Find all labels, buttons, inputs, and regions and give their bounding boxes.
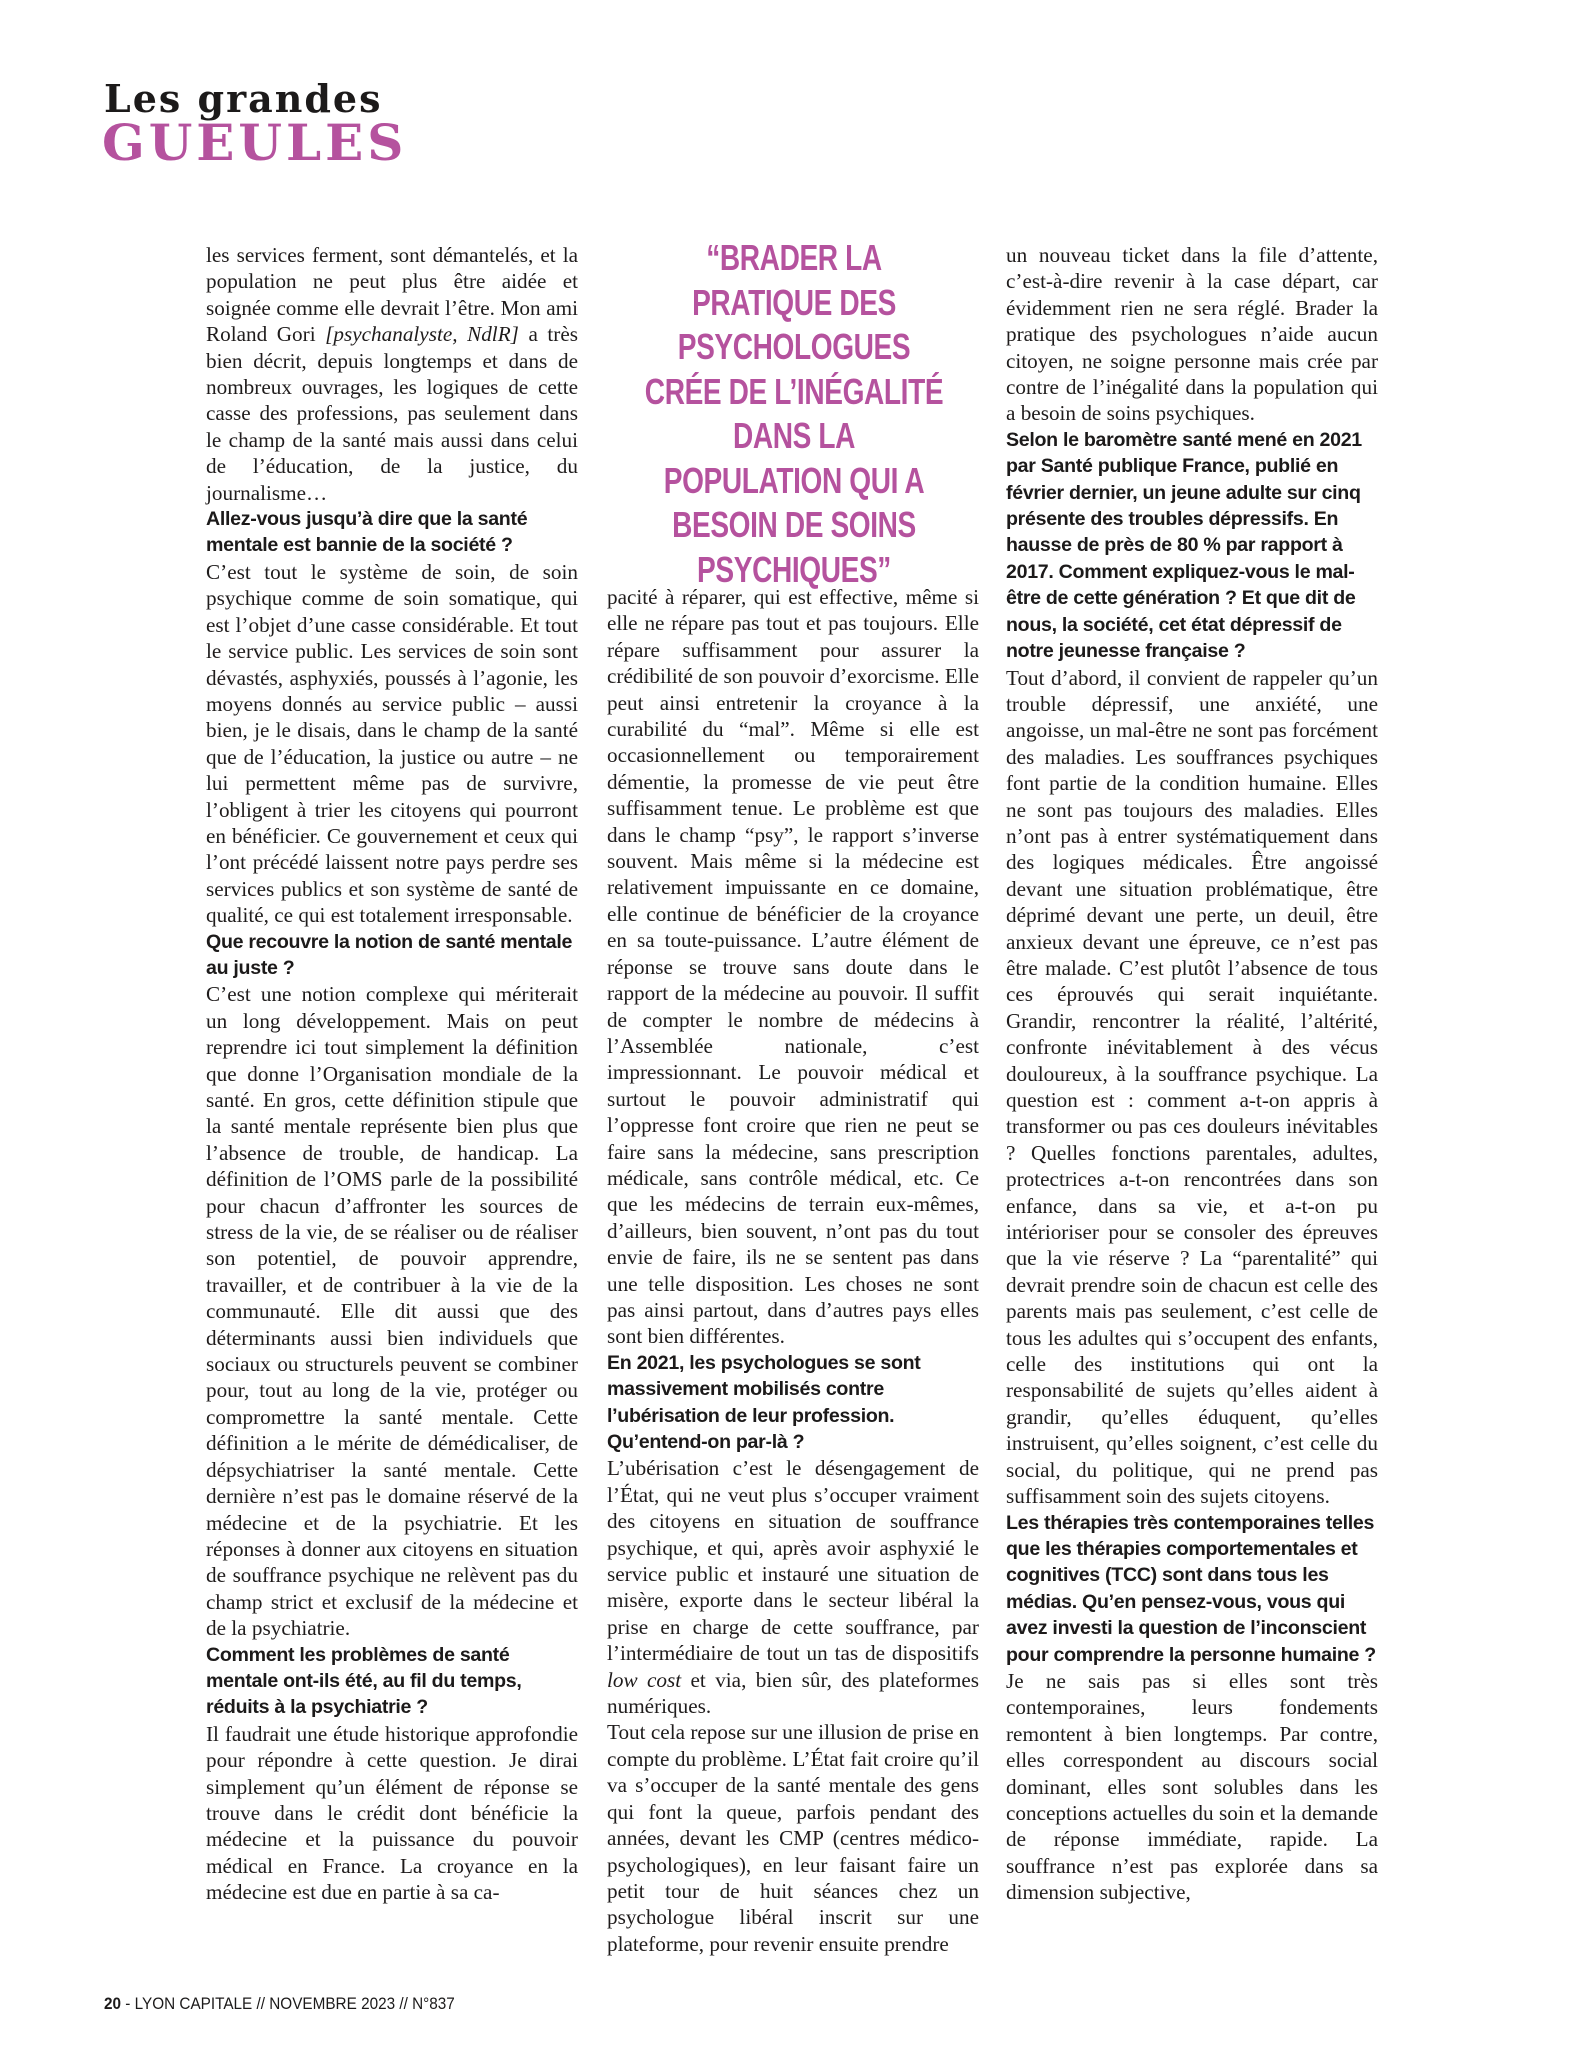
italic-term: low cost xyxy=(607,1667,682,1692)
pull-quote: “BRADER LA PRATIQUE DES PSYCHOLOGUES CRÉE DE L’INÉGALITÉ DANS LA POPULATION QUI A BESOIN DE SOINS PSYCHIQUES” xyxy=(644,237,944,590)
section-title: GUEULES xyxy=(102,113,408,172)
section-kicker-text: Les grandes xyxy=(104,76,383,121)
interview-answer: Tout cela repose sur une illusion de prise en compte du problème. L’État fait croire qu’il va s’occuper de la santé mentale des gens qui font la queue, parfois pendant des années, devant les CMP (centres médico-psychologiques), en leur faisant faire un petit tour de huit séances chez un psychologue libéral inscrit sur une plateforme, pour revenir ensuite prendre xyxy=(607,1720,979,1956)
interview-question: Allez-vous jusqu’à dire que la santé mentale est bannie de la société ? xyxy=(206,508,528,557)
article-column-1 xyxy=(206,242,578,1906)
interview-question: Comment les problèmes de santé mentale ont-ils été, au fil du temps, réduits à la psychiatrie ? xyxy=(206,1643,522,1719)
interview-question: En 2021, les psychologues se sont massivement mobilisés contre l’ubérisation de leur profession. Qu’entend-on par-là ? xyxy=(607,1351,921,1453)
interview-answer: Je ne sais pas si elles sont très contemporaines, leurs fondements remontent à bien longtemps. Par contre, elles correspondent au discours social dominant, elles sont solubles dans les conceptions actuelles du soin et la demande de réponse immédiate, rapide. La souffrance n’est pas explorée dans sa dimension subjective, xyxy=(1006,1668,1378,1905)
footer-publication: - LYON CAPITALE // NOVEMBRE 2023 // N°837 xyxy=(121,1994,455,2013)
body-text: L’ubérisation c’est le désengagement de l’État, qui ne veut plus s’occuper vraiment des citoyens en situation de souffrance psychique, et qui, après avoir asphyxié le service public et instauré une situation de misère, exporte dans le secteur libéral la prise en charge de cette souffrance, par l’intermédiaire de tout un tas de dispositifs xyxy=(607,1456,979,1666)
body-paragraph xyxy=(206,242,578,506)
body-text: les services ferment, sont démantelés, et la population ne peut plus être aidée et soignée comme elle devrait l’être. Mon ami Roland Gori xyxy=(206,243,578,347)
article-column-2 xyxy=(607,584,979,1957)
interview-question: Les thérapies très contemporaines telles que les thérapies comportementales et cognitives (TCC) sont dans tous les médias. Qu’en pensez-vous, vous qui avez investi la question de l’inconscient pour comprendre la personne humaine ? xyxy=(1006,1511,1376,1666)
interview-answer: pacité à réparer, qui est effective, même si elle ne répare pas tout et pas toujours. Elle répare suffisamment pour assurer la crédibilité de son pouvoir d’exorcisme. Elle peut ainsi entretenir la croyance à la curabilité du “mal”. Même si elle est occasionnellement ou temporairement démentie, la promesse de vie peut être suffisamment tenue. Le problème est que dans le champ “psy”, le rapport s’inverse souvent. Mais même si la médecine est relativement impuissante en ce domaine, elle continue de bénéficier de la croyance en sa toute-puissance. L’autre élément de réponse se trouve sans doute dans le rapport de la médecine au pouvoir. Il suffit de compter le nombre de médecins à l’Assemblée nationale, c’est impressionnant. Le pouvoir médical et surtout le pouvoir administratif qui l’oppresse font croire que rien ne peut se faire sans la médecine, sans prescription médicale, sans contrôle médical, etc. Ce que les médecins de terrain eux-mêmes, d’ailleurs, bien souvent, n’ont pas du tout envie de faire, ils ne se sentent pas dans une telle disposition. Les choses ne sont pas ainsi partout, dans d’autres pays elles sont bien différentes. xyxy=(607,585,979,1349)
body-text: a très bien décrit, depuis longtemps et dans de nombreux ouvrages, les logiques de cette casse des professions, pas seulement dans le champ de la santé mais aussi dans celui de l’éducation, de la justice, du journalisme… xyxy=(206,322,578,505)
interview-answer: Il faudrait une étude historique approfondie pour répondre à cette question. Je dirai simplement qu’un élément de réponse se trouve dans le crédit dont bénéficie la médecine et la puissance du pouvoir médical en France. La croyance en la médecine est due en partie à sa ca- xyxy=(206,1721,578,1905)
body-text: et via, bien sûr, des plateformes numériques. xyxy=(607,1667,980,1719)
page-footer xyxy=(104,1994,455,2014)
editor-note: [psychanalyste, NdlR] xyxy=(325,322,519,347)
interview-answer: Tout d’abord, il convient de rappeler qu’un trouble dépressif, une anxiété, une angoisse, un mal-être ne sont pas forcément des maladies. Les souffrances psychiques font partie de la condition humaine. Elles ne sont pas toujours des maladies. Elles n’ont pas à entrer systématiquement dans des logiques médicales. Être angoissé devant une situation problématique, être déprimé devant une perte, un deuil, être anxieux devant une épreuve, ce n’est pas être malade. C’est plutôt l’absence de tous ces éprouvés qui serait inquiétante. Grandir, rencontrer la réalité, l’altérité, confronte inévitablement à des vécus douloureux, à la souffrance psychique. La question est : comment a-t-on appris à transformer ou pas ces douleurs inévitables ? Quelles fonctions parentales, adultes, protectrices a-t-on rencontrées dans son enfance, dans sa vie, et a-t-on pu intérioriser pour se consoler des épreuves que la vie réserve ? La “parentalité” qui devrait prendre soin de chacun est celle des parents mais pas seulement, c’est celle de tous les adultes qui s’occupent des enfants, celle des institutions qui ont la responsabilité de sujets qu’elles aident à grandir, qu’elles éduquent, qu’elles instruisent, qu’elles soignent, c’est celle du social, du politique, qui ne prend pas suffisamment soin des sujets citoyens. xyxy=(1006,665,1378,1509)
interview-question: Que recouvre la notion de santé mentale au juste ? xyxy=(206,930,573,979)
interview-answer xyxy=(607,1455,979,1719)
article-column-3 xyxy=(1006,242,1378,1906)
interview-answer: un nouveau ticket dans la file d’attente, c’est-à-dire revenir à la case départ, car évidemment rien ne sera réglé. Brader la pratique des psychologues n’aide aucun citoyen, ne soigne personne mais crée par contre de l’inégalité dans la population qui a besoin de soins psychiques. xyxy=(1006,243,1378,426)
interview-answer: C’est tout le système de soin, de soin psychique comme de soin somatique, qui est l’objet d’une casse considérable. Et tout le service public. Les services de soin sont dévastés, asphyxiés, poussés à l’agonie, les moyens donnés au service public – aussi bien, je le disais, dans le champ de la santé que de l’éducation, la justice ou autre – ne lui permettent même pas de survivre, l’obligent à trier les citoyens qui pourront en bénéficier. Ce gouvernement et ceux qui l’ont précédé laissent notre pays perdre ses services publics et son système de santé de qualité, ce qui est totalement irresponsable. xyxy=(206,559,578,928)
interview-question: Selon le baromètre santé mené en 2021 par Santé publique France, publié en février dernier, un jeune adulte sur cinq présente des troubles dépressifs. En hausse de près de 80 % par rapport à 2017. Comment expliquez-vous le mal-être de cette génération ? Et que dit de nous, la société, cet état dépressif de notre jeunesse française ? xyxy=(1006,428,1362,663)
interview-answer: C’est une notion complexe qui mériterait un long développement. Mais on peut reprendre ici tout simplement la définition que donne l’Organisation mondiale de la santé. En gros, cette définition stipule que la santé mentale représente bien plus que l’absence de trouble, de handicap. La définition de l’OMS parle de la possibilité pour chacun d’affronter les sources de stress de la vie, de se réaliser ou de réaliser son potentiel, de pouvoir apprendre, travailler, et de contribuer à la vie de la communauté. Elle dit aussi que des déterminants aussi bien individuels que sociaux ou structurels peuvent se combiner pour, tout au long de la vie, protéger ou compromettre la santé mentale. Cette définition a le mérite de démédicaliser, de dépsychiatriser la santé mentale. Cette dernière n’est pas le domaine réservé de la médecine et de la psychiatrie. Et les réponses à donner aux citoyens en situation de souffrance psychique ne relèvent pas du champ strict et exclusif de la médecine et de la psychiatrie. xyxy=(206,982,578,1641)
page-number: 20 xyxy=(104,1994,122,2013)
